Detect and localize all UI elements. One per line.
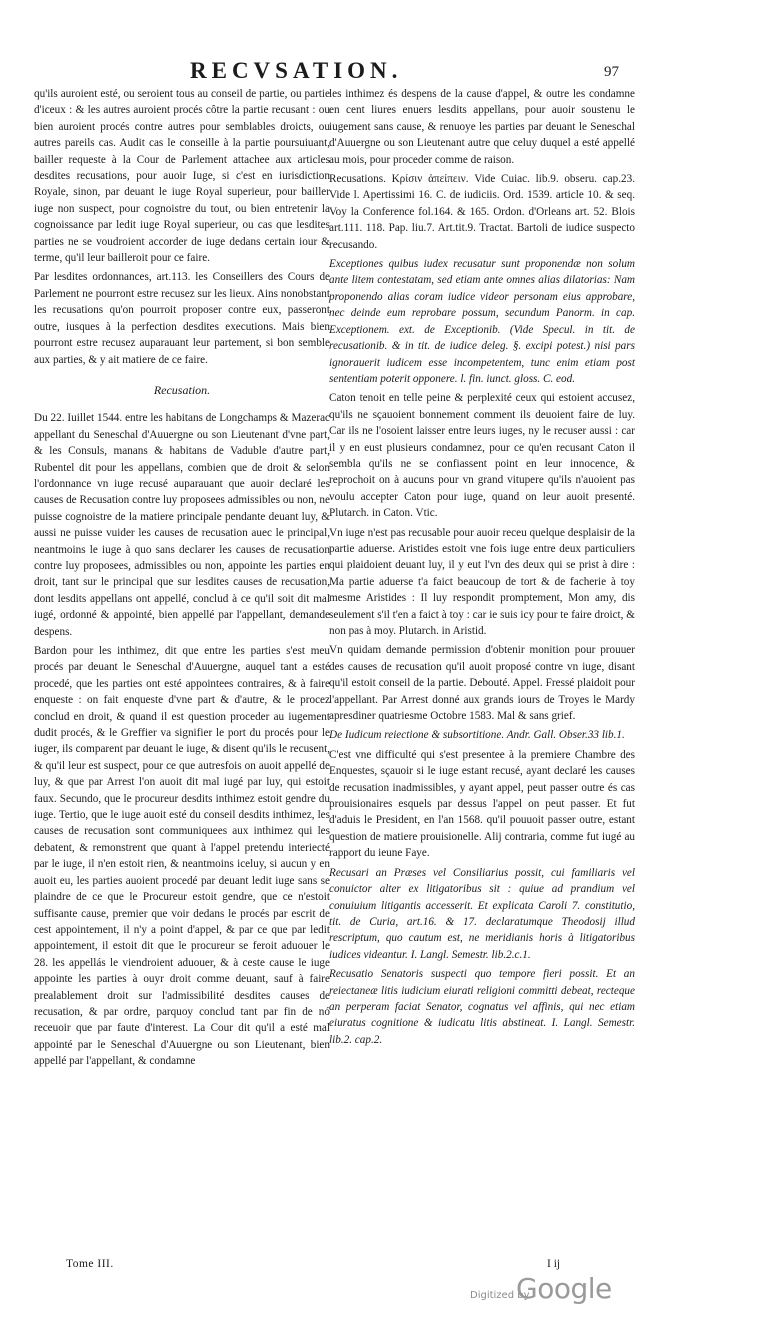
paragraph: Vn quidam demande permission d'obtenir monition pour prouuer des causes de recusation qu'il auoit proposé contre vn iuge, disant qu'il estoit conseil de la partie. Debouté. Appel. Fressé plaidoit pour l'appellant. Par Arrest donné aux grands iours de Troyes le Mardy apresdiner quatriesme Octobre 1583. Mal & sans grief. [329,644,635,723]
paragraph: les inthimez és despens de la cause d'appel, & outre les condamne en cent liures enuers lesdits appellans, pour auoir soustenu le iugement sans cause, & renuoye les parties par deuant le Seneschal d'Auuergne ou son Lieutenant autre que celuy duquel a esté appellé au mois, pour proceder comme de raison. [329,88,635,166]
watermark-prefix: Digitized by [470,1290,530,1301]
signature-mark: I ij [547,1258,561,1270]
paragraph-latin: Exceptiones quibus iudex recusatur sunt proponendæ non solum ante litem contestatam, sed etiam ante omnes alias dilatorias: Nam proponendo alias coram iudice videor personam eius approbare, nec deinde eum reprobare possum, secundum Panorm. in cap. Exceptionem. ext. de Exceptionib. (Vide Specul. in tit. de recusationib. & in tit. de iudice deleg. §. excipi potest.) nisi pars ignorauerit iudicem esse incompetentem, tunc enim etiam post sententiam poterit opponere. l. fin. iunct. gloss. C. eod. [329,258,635,385]
left-column [34,86,330,1073]
paragraph: C'est vne difficulté qui s'est presentee à la premiere Chambre des Enquestes, sçauoir si le iuge estant recusé, ayant declaré les causes de recusation inadmissibles, y ayant appel, peut passer outre és cas prouisionaires esquels par dessus l'appel on peut passer. Et fut d'aduis le President, en l'an 1568. qu'il pouuoit passer outre, estant question de matiere prouisionelle. Alij contraria, comme fut iugé au rapport du ieune Faye. [329,748,635,860]
paragraph: Par lesdites ordonnances, art.113. les Conseillers des Cours de Parlement ne pourront estre recusez sur les lieux. Ains nonobstant les recusations qu'on pourroit proposer contre eux, passeront outre, iusques à la perfection desdites executions. Mais bien pourront estre recusez auparauant leur partement, si bon semble aux parties, & y ait matiere de ce faire. [34,271,330,366]
volume-label: Tome III. [66,1258,114,1270]
paragraph: Bardon pour les inthimez, dit que entre les parties s'est meu procés par deuant le Seneschal d'Auuergne, auquel tant a esté procedé, que les parties ont esté appointees contraires, & à faire enqueste : on fait enqueste d'vne part & d'autre, & le procez conclud en droit, & quand il est question proceder au iugement dudit procés, & le Greffier va signifier le port du procés pour le iuger, ils comparent par deuant le iuge, & disent qu'ils le recusent, & qu'il leur est suspect, pour ce que autresfois on auoit appellé de luy, & que par Arrest l'on auoit dit mal iugé par luy, qui estoit faux. Secundo, que le procureur desdits inthimez estoit gendre du iuge. Tertio, que le iuge auoit esté du conseil desdits inthimez, les causes de recusation sont communiquees aux inthimez qui les debatent, & remonstrent que quant à l'appel pretendu interiecté par le iuge, il n'en estoit rien, & neantmoins iceluy, si aucun y en auoit eu, les parties auoient procedé par deuant ledit iuge sans se plaindre de ce que le Procureur estoit gendre, que ce n'estoit suffisante cause, premier que voir dedans le procés par escrit de cest appointement, il n'y a point d'appel, & par ce que par ledit appointement, il estoit dit que le procureur se feroit aduouer le 28. les appellás le viendroient aduouer, & à ceste cause le iuge appointe les parties à ouyr droit comme deuant, sauf à faire prealablement droit sur l'admissibilité desdites causes de recusation, & par ordre, parquoy conclud tant par fin de nó receuoir que par faute d'interest. La Cour dit qu'il a esté mal appointé par le Seneschal d'Auuergne ou son Lieutenant, bien appellé par l'appellant, & condamne [34,645,330,1068]
digitized-watermark [470,1272,640,1312]
paragraph: Recusations. Κρίσιν ἀπείπειν. Vide Cuiac. lib.9. obseru. cap.23. Vide l. Apertissimi 16. C. de iudiciis. Ord. 1539. article 10. & seq. Voy la Conference fol.164. & 165. Ordon. d'Orleans art. 52. Blois art.111. 118. Pap. liu.7. Art.tit.9. Tractat. Bartoli de iudice suspecto recusando. [329,173,635,251]
paragraph: qu'ils auroient esté, ou seroient tous au conseil de partie, ou partie d'iceux : & les autres auroient procés côtre la partie recusant : ou bien auroient procés contre autres pour semblables droicts, ou autres pareils cas. Audit cas le conseille à la partie poursuiuant, bailler requeste à la Cour de Parlement attachee aux articles desdites recusations, pour auoir Iuge, si c'est en iurisdiction Royale, sinon, par deuant le iuge Royal superieur, pour bailler iuge non suspect, pour cognoistre du tout, ou bien entretenir la cognoissance par ledit iuge Royal superieur, ou cas que lesdites parties ne se voudroient accorder de iuge dedans certain iour & terme, qu'il leur bailleroit pour ce faire. [34,88,330,265]
paragraph: Caton tenoit en telle peine & perplexité ceux qui estoient accusez, qu'ils ne sçauoient bonnement comment ils deuoient faire de luy. Car ils ne l'osoient laisser entre leurs iuges, ny le recuser aussi : car il y en eust plusieurs condamnez, pour ce qu'en recusant Caton il sembla qu'ils ne se confiassent point en leur innocence, & reprochoit on à aucuns pour vn grand vitupere qu'ils n'auoient pas voulu accepter Caton pour iuge, quand on leur auoit presenté. Plutarch. in Caton. Vtic. [329,392,635,520]
running-header [0,58,761,84]
paragraph-latin: Recusari an Præses vel Consiliarius possit, cui familiaris vel conuictor alter ex litigatoribus sit : quiue ad prandium vel conuiuium litigantis accesserit. Et explicata Caroli 7. constitutio, tit. de Curia, art.16. & 17. declaratumque Theodosij illud rescriptum, quo cautum est, ne meridianis horis à litigatoribus iudices videantur. I. Langl. Semestr. lib.2.c.1. [329,866,635,961]
paragraph: Vn iuge n'est pas recusable pour auoir receu quelque desplaisir de la partie aduerse. Aristides estoit vne fois iuge entre deux particuliers qui plaidoient deuant luy, il y eut l'vn des deux qui se prist à dire : Ma partie aduerse t'a faict beaucoup de tort & de facherie à toy mesme Aristides : Il luy respondit promptement, Mon amy, dis seulement s'il t'en a faict à toy : car ie suis icy pour te faire droict, & non pas à moy. Plutarch. in Aristid. [329,526,635,637]
paragraph-citation: De Iudicum reiectione & subsortitione. Andr. Gall. Obser.33 lib.1. [329,729,625,742]
page-title: RECVSATION. [190,58,403,83]
google-logo: Google [516,1272,612,1305]
right-column [329,86,635,1051]
section-heading: Recusation. [153,382,211,397]
paragraph: Du 22. Iuillet 1544. entre les habitans de Longchamps & Mazerac appellant du Seneschal d'Auuergne ou son Lieutenant d'vne part, & les Consuls, manans & habitans de Vaduble d'autre part, Rubentel dit pour les appellans, combien que de droit & selon l'ordonnance vn iuge recusé auparauant que auoir declaré les causes de Recusation contre luy proposees admissibles ou non, ne puisse cognoistre de la matiere principale pendante deuant luy, & aussi ne puisse vuider les causes de recusation auec le principal, neantmoins le iuge à quo sans declarer les causes de recusation contre luy proposees, admissibles ou non, appointe les parties en droit, tant sur le principal que sur lesdites causes de recusation, dont lesdits appellans ont appellé, conclud à ce qu'il soit dit mal iugé, ordonné & appointé, bien appellé par l'appellant, demande despens. [34,412,330,638]
page-number: 97 [604,64,619,80]
paragraph-latin: Recusatio Senatoris suspecti quo tempore fieri possit. Et an reiectaneæ litis iudicium eiurati religioni committi debeat, recteque an perperam faciat Senator, cognatus vel affinis, qui nec etiam eiuratus cognitione & iudicatu litis abstineat. I. Langl. Semestr. lib.2. cap.2. [329,968,635,1046]
